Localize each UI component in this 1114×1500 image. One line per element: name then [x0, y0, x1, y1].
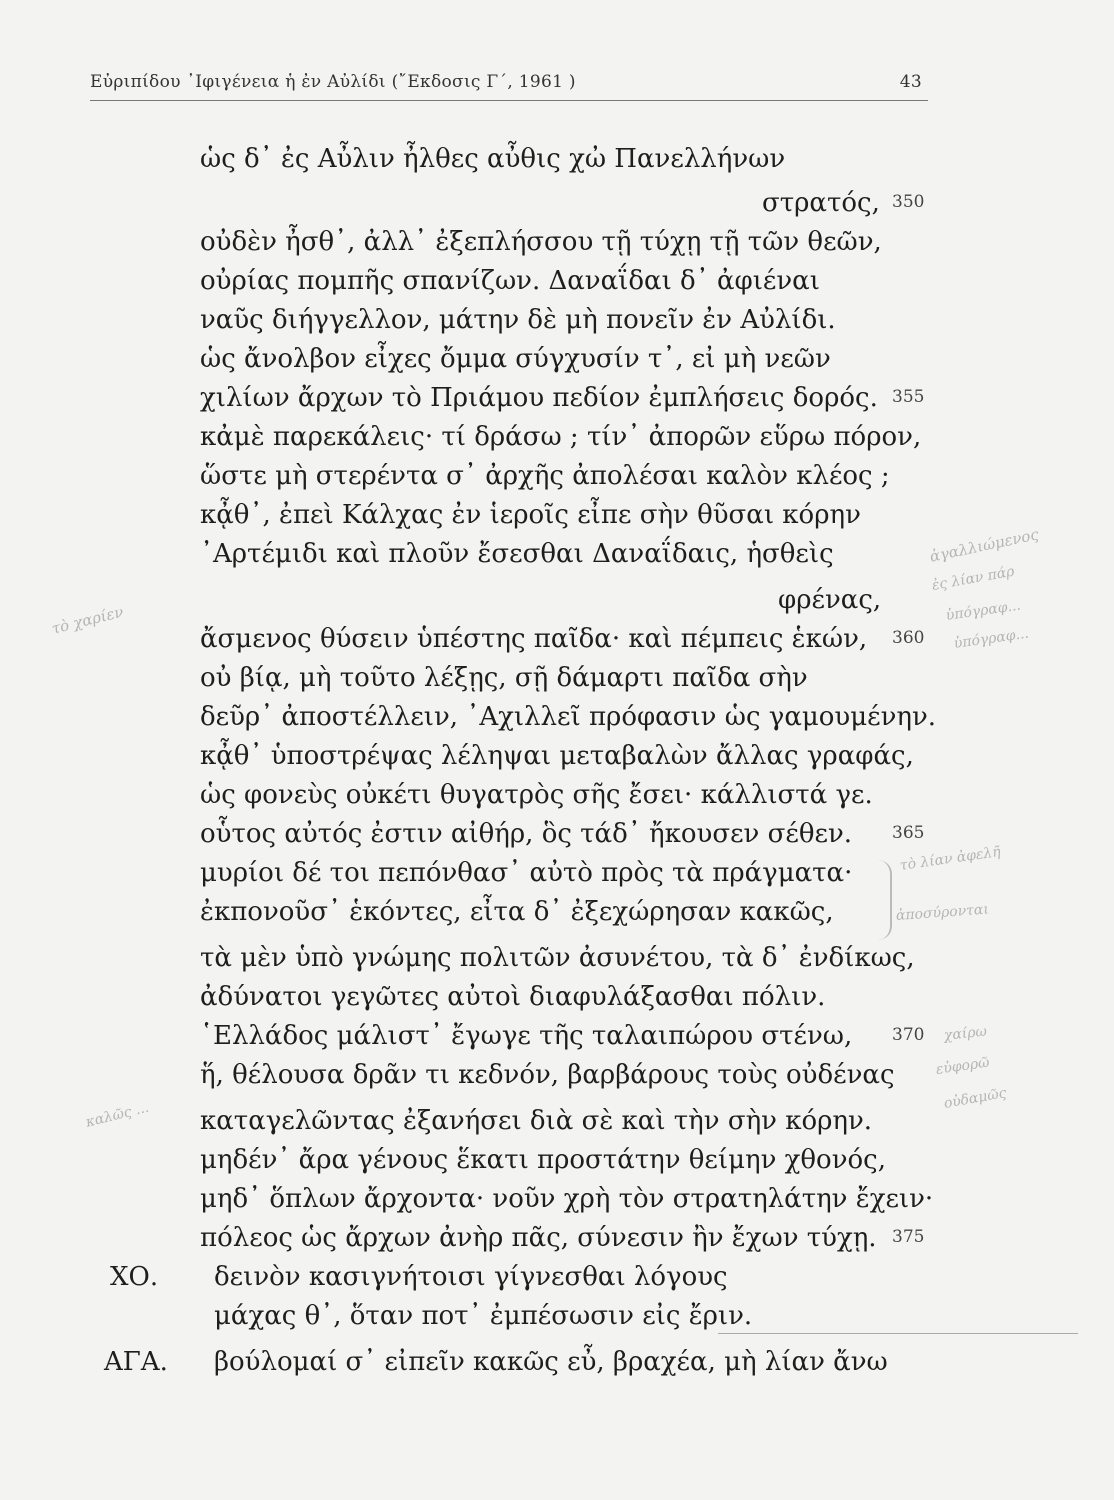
verse-line: μυρίοι δέ τοι πεπόνθασ᾿ αὐτὸ πρὸς τὰ πράγματα· [200, 858, 853, 888]
header-title: Εὐριπίδου ᾿Ιφιγένεια ἡ ἐν Αὐλίδι (῎Εκδοσις Γ΄, 1961 ) [90, 72, 576, 92]
verse-line-continuation: στρατός, [762, 188, 880, 218]
verse-line: πόλεος ὡς ἄρχων ἀνὴρ πᾶς, σύνεσιν ἢν ἔχων τύχῃ. [200, 1223, 877, 1253]
verse-line: δεινὸν κασιγνήτοισι γίγνεσθαι λόγους [214, 1262, 728, 1292]
marginal-note: ὑπόγραφ... [952, 625, 1030, 652]
marginal-note: ἀγαλλιώμενος [928, 525, 1041, 566]
marginal-note: οὐδαμῶς [942, 1085, 1008, 1112]
pencil-bracket [868, 860, 892, 940]
speaker-label: ΑΓΑ. [104, 1347, 168, 1377]
marginal-note: χαίρω [943, 1023, 988, 1044]
verse-line: ὡς δ᾿ ἐς Αὖλιν ἦλθες αὖθις χὠ Πανελλήνων [200, 144, 786, 174]
verse-line: ἐκπονοῦσ᾿ ἑκόντες, εἶτα δ᾿ ἐξεχώρησαν κακῶς, [200, 897, 834, 927]
verse-line: οὐρίας πομπῆς σπανίζων. Δαναΐδαι δ᾿ ἀφιέναι [200, 266, 820, 296]
marginal-note: ἀποσύρονται [895, 901, 990, 924]
verse-line: ᾿Αρτέμιδι καὶ πλοῦν ἔσεσθαι Δαναΐδαις, ἡσθεὶς [200, 539, 834, 569]
verse-line: καταγελῶντας ἐξανήσει διὰ σὲ καὶ τὴν σὴν κόρην. [200, 1106, 873, 1136]
marginal-note: ὑπόγραφ... [944, 597, 1022, 624]
verse-line: χιλίων ἄρχων τὸ Πριάμου πεδίον ἐμπλήσεις δορός. [200, 383, 878, 413]
line-number: 375 [892, 1227, 925, 1247]
verse-line: ὡς φονεὺς οὐκέτι θυγατρὸς σῆς ἔσει· κάλλιστά γε. [200, 780, 873, 810]
verse-line: ναῦς διήγγελλον, μάτην δὲ μὴ πονεῖν ἐν Αὐλίδι. [200, 305, 836, 335]
line-number: 355 [892, 387, 925, 407]
verse-line: μηδέν᾿ ἄρα γένους ἕκατι προστάτην θείμην χθονός, [200, 1145, 886, 1175]
verse-line: ῾Ελλάδος μάλιστ᾿ ἔγωγε τῆς ταλαιπώρου στένω, [200, 1021, 853, 1051]
verse-line: οὗτος αὐτός ἐστιν αἰθήρ, ὃς τάδ᾿ ἤκουσεν σέθεν. [200, 819, 853, 849]
speaker-label: ΧΟ. [110, 1262, 159, 1292]
running-header [90, 72, 928, 101]
verse-line: κᾆθ᾿ ὑποστρέψας λέληψαι μεταβαλὼν ἄλλας γραφάς, [200, 741, 914, 771]
verse-line: μάχας θ᾿, ὅταν ποτ᾿ ἐμπέσωσιν εἰς ἔριν. [214, 1301, 753, 1331]
verse-line: βούλομαί σ᾿ εἰπεῖν κακῶς εὖ, βραχέα, μὴ λίαν ἄνω [214, 1347, 888, 1377]
verse-line: κἀμὲ παρεκάλεις· τί δράσω ; τίν᾿ ἀπορῶν εὕρω πόρον, [200, 422, 922, 452]
verse-line: ἀδύνατοι γεγῶτες αὐτοὶ διαφυλάξασθαι πόλιν. [200, 982, 826, 1012]
marginal-note: ἐς λίαν πάρ [930, 563, 1016, 594]
verse-line: κᾆθ᾿, ἐπεὶ Κάλχας ἐν ἱεροῖς εἶπε σὴν θῦσαι κόρην [200, 500, 861, 530]
verse-line-continuation: φρένας, [778, 585, 882, 615]
verse-line: ἥ, θέλουσα δρᾶν τι κεδνόν, βαρβάρους τοὺς οὐδένας [200, 1060, 895, 1090]
page-number: 43 [899, 72, 922, 92]
pencil-underline [718, 1333, 1078, 1334]
marginal-note: καλῶς ... [84, 1099, 151, 1131]
verse-line: οὐδὲν ἦσθ᾿, ἀλλ᾿ ἐξεπλήσσου τῇ τύχῃ τῇ τῶν θεῶν, [200, 227, 882, 257]
verse-line: μηδ᾿ ὅπλων ἄρχοντα· νοῦν χρὴ τὸν στρατηλάτην ἔχειν· [200, 1184, 934, 1214]
verse-line: οὐ βίᾳ, μὴ τοῦτο λέξῃς, σῇ δάμαρτι παῖδα σὴν [200, 663, 808, 693]
line-number: 360 [892, 628, 925, 648]
verse-line: ὥστε μὴ στερέντα σ᾿ ἀρχῆς ἀπολέσαι καλὸν κλέος ; [200, 461, 890, 491]
verse-line: δεῦρ᾿ ἀποστέλλειν, ᾿Αχιλλεῖ πρόφασιν ὡς γαμουμένην. [200, 702, 937, 732]
verse-line: ἄσμενος θύσειν ὑπέστης παῖδα· καὶ πέμπεις ἑκών, [200, 624, 868, 654]
marginal-note: τὸ λίαν ἀφελῆ [898, 843, 1002, 874]
line-number: 370 [892, 1025, 925, 1045]
verse-line: ὡς ἄνολβον εἶχες ὄμμα σύγχυσίν τ᾿, εἰ μὴ νεῶν [200, 344, 831, 374]
marginal-note: εὐφορῶ [934, 1054, 991, 1078]
verse-line: τὰ μὲν ὑπὸ γνώμης πολιτῶν ἀσυνέτου, τὰ δ᾿ ἐνδίκως, [200, 943, 915, 973]
line-number: 365 [892, 823, 925, 843]
line-number: 350 [892, 192, 925, 212]
marginal-note: τὸ χαρίεν [49, 602, 126, 638]
